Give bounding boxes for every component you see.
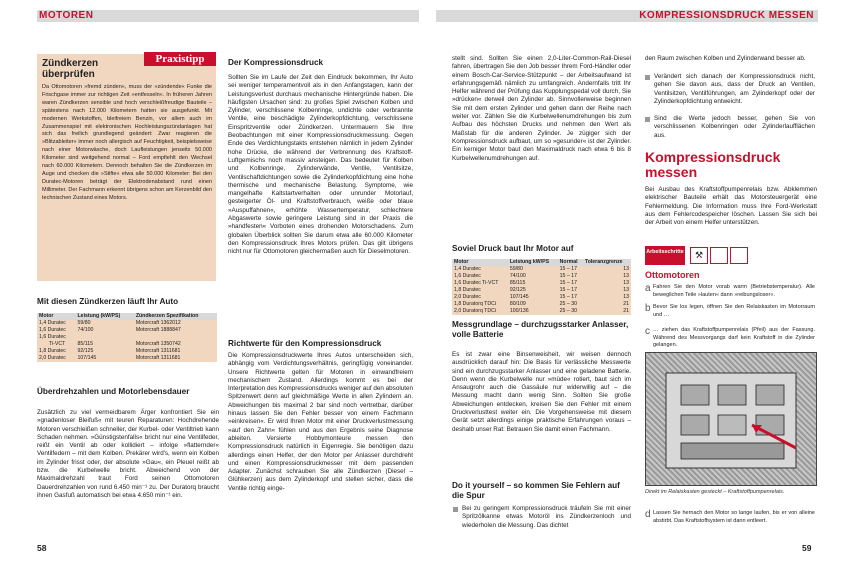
table-row: 1,4 Duratec 59/80 15 – 17 13 xyxy=(454,266,629,272)
table-row: 1,6 Duratec xyxy=(39,334,66,340)
step-d: Lassen Sie hernach den Motor so lange laufen, bis er von alleine abstirbt. Das Kraftstoffsystem ist dann entleert. xyxy=(653,510,815,524)
col4-bullet1: Verändert sich danach der Kompressionsdruck nicht, gehen Sie davon aus, dass der Druck an Ventilen, Ventilsitzen, Ventilführungen, am Zylinderkopf oder der Zylinderkopfdichtung entweicht. xyxy=(654,73,815,105)
bullet-square-icon xyxy=(453,507,458,512)
col4-bullet2: Sind die Werte jedoch besser, gehen Sie von verschlissenen Kolbenringen oder Zylinderlaufflächen aus. xyxy=(654,115,815,139)
big-title xyxy=(645,150,817,180)
table-header: Motor xyxy=(39,313,54,319)
step-a: Fahren Sie den Motor vorab warm (Betriebstemperatur). Alle beweglichen Teile »lauten« dann »reibungsloser«. xyxy=(653,284,815,298)
table-header: Zündkerzen Spezifikation xyxy=(135,313,199,319)
arbeitsschritte-badge: Arbeitsschritte xyxy=(645,246,685,265)
zuendkerzen-table xyxy=(37,313,217,362)
col3-text1: stellt sind. Sollten Sie einen 2,0-Liter-Common-Rail-Diesel fahren, übertragen Sie den Job besser Ihrem Ford-Händler oder einem Bosch-Car-Service-Stützpunkt – der Arbeitsaufwand ist erfahrungsgemäß nämlich zu umfangreich. Andernfalls tritt Ihr Helfer während der Prüfung das Kupplungspedal voll durch, Sie »drücken« derweil den Zylinder ab. Sinnvollerweise beginnen Sie mit dem ersten Zylinder und gehen dann der Reihe nach weiter vor. Zählen Sie die Kurbelwellenumdrehungen bis zum Aufbau des höchsten Drucks und nehmen den Wert als Maßstab für die anderen Zylinder. Je zügiger sich der Kompressionsdruck aufbaut, um so »gesunder« ist der Zylinder. Ein kerniger Motor baut den Maximaldruck nach etwa 6 bis 8 Kurbelwellenumdrehungen auf. xyxy=(452,55,631,162)
table2-title: Soviel Druck baut Ihr Motor auf xyxy=(452,244,574,253)
relay-box-photo xyxy=(645,352,817,486)
step-c: … ziehen das Kraftstoffpumpenrelais (Pfeil) aus der Fassung. Während des Messvorgangs darf kein Kraftstoff in die Zylinder gelangen. xyxy=(653,327,815,348)
step-letter-a: a xyxy=(645,283,651,294)
left-page-header xyxy=(37,10,419,22)
left-header-text: MOTOREN xyxy=(39,10,94,21)
col2-title2: Richtwerte für den Kompressionsdruck xyxy=(228,339,382,348)
step-letter-d: d xyxy=(645,509,651,520)
step-letter-c: c xyxy=(645,326,650,337)
col3-text2: Es ist zwar eine Binsenweisheit, wir weisen dennoch ausdrücklich darauf hin: Die Basis für verlässliche Messwerte sind ein durchzugsstarker Anlasser und eine geladene Batterie. Denn wenn die Kurbelwelle nur »müde« rotiert, baut sich im Ansaugrohr auch die Gassäule nur widerwillig auf – die Messung macht dann wenig Sinn. Sollten Sie große Abweichungen entdecken, kreisen Sie den Fehler mit einem Druckverlusttest weiter ein. Die Vorgehensweise mit diesem Gerät setzt allerdings einige praktische Erfahrungen voraus – deshalb unser Rat: Betrauen Sie damit einen Fachmann. xyxy=(452,351,631,433)
right-page-number: 59 xyxy=(802,543,812,553)
bullet-square-icon xyxy=(645,75,650,80)
bullet-square-icon xyxy=(645,117,650,122)
col2-title: Der Kompressionsdruck xyxy=(228,58,324,67)
table-row: 1,6 Duratec 74/100 Motorcraft 1888847 xyxy=(39,327,181,333)
big-title-line1: Kompressionsdruck xyxy=(645,149,781,165)
table-row: Ti-VCT 85/115 Motorcraft 1350742 xyxy=(49,341,181,347)
table-row: 1,6 Duratec 74/100 15 – 17 13 xyxy=(454,273,629,279)
big-title-line2: messen xyxy=(645,164,698,180)
table-row: 2,0 Duratec 107/145 Motorcraft 1311681 xyxy=(39,355,181,361)
col3-title2: Messgrundlage – durchzugsstarker Anlasser, volle Batterie xyxy=(452,320,629,339)
col3-title3: Do it yourself – so kommen Sie Fehlern auf die Spur xyxy=(452,481,620,500)
box-title: Zündkerzen überprüfen xyxy=(42,58,99,80)
table-row: 1,8 Duratec 92/125 Motorcraft 1311681 xyxy=(39,348,181,354)
table-row: 2,0 Duratec 107/145 15 – 17 13 xyxy=(454,294,629,300)
table-row: 1,6 Duratec Ti-VCT 85/115 15 – 17 13 xyxy=(454,280,629,286)
col3-bullet: Bei zu geringem Kompressionsdruck träufeln Sie mit einer Spritzölkanne etwas Motoröl ins Zündkerzenloch und wiederholen die Messung. Das dichtet xyxy=(462,505,631,529)
table-header: Motor xyxy=(454,259,469,265)
box-text: Da Ottomotoren »fremd zünden«, muss der »zündende« Funke die Frischgase immer zur richtigen Zeit »entfesseln«. In früheren Jahren waren Zündkerzen sensible und hoch verschleißfreudige Bauteile – spätestens nach 12.000 Kilometern hatten sie ausgefunkt. Mit modernen Werkstoffen, bleifreiem Benzin, vor allem auch im Zusammenspiel mit elektronischen Hochleistungszündanlagen hat sich das freilich grundlegend geändert: Zwar reagieren die »Blitzableiter« immer noch allergisch auf Feuchtigkeit, beispielsweise nach einer Motorwäsche, doch Laufleistungen jenseits 50.000 Kilometer sind weitgehend normal – Ford empfiehlt den Wechsel nach 60.000 Kilometern. Dennoch behalten Sie die Zündkerzen im Auge und checken die »Stifte« etwa alle 50.000 Kilometer: Bei den Duratec-Motoren beträgt der Elektrodenabstand rund einen Millimeter. Der Fachmann erkennt übrigens schon am Kerzenbild den technischen Zustand eines Motors. xyxy=(42,84,212,201)
left-section-title: Überdrehzahlen und Motorlebensdauer xyxy=(37,387,190,396)
tools-icon: ⚒ xyxy=(690,247,708,264)
table-header: Leistung (kW/PS) xyxy=(77,313,121,319)
col4-cont: den Raum zwischen Kolben und Zylinderwand besser ab. xyxy=(645,55,806,62)
right-page-header xyxy=(436,10,818,22)
table-header: Normal xyxy=(559,259,578,265)
col2-text1: Sollten Sie im Laufe der Zeit den Eindruck bekommen, Ihr Auto sei weniger temperamentvoll als in den Anfangstagen, kann der Leistungsverlust durchaus mechanische Hintergründe haben. Die häufigsten Ursachen sind: zu großes Spiel zwischen Kolben und Zylinder, verschlissene Kolbenringe, undichte oder verbrannte Ventile, eine beschädigte Zylinderkopfdichtung, verschlissene Einspritzventile oder Zündkerzen. Untermauern Sie Ihre Beobachtungen mit einer Kompressionsdruckmessung. Gegen Ende des Verdichtungstakts entstehen nämlich in jedem Zylinder hohe Drücke, die während der Verbrennung des Kraftstoff-Luftgemischs noch massiv ansteigen. Das bedeutet für Kolben und Kolbenringe, Zylinderwände, Ventile, Ventilsitze, Ventilschaftdichtungen sowie die Zylinderkopfdichtung eine hohe thermische und mechanische Belastung. Symptome, wie mangelhafte Kaltstartverhalten oder unrunder Motorlauf, gesteigerter Öl- und Kraftstoffverbrauch, weiße oder blaue »Auspuffahnen«, erhöhte Wassertemperatur, schlechtere Abgaswerte sowie geringere Leistung sind in der Praxis die »handfesten« Vorboten eines drohenden Motorschadens. Zum globalen Überblick sollten Sie darum etwa alle 60.000 Kilometer den Kompressionsdruck Ihres Motors prüfen. Das gilt übrigens nicht nur für Ottomotoren gleichermaßen auch für Dieselmotoren. xyxy=(228,74,413,256)
otto-title: Ottomotoren xyxy=(645,270,700,280)
kompressionsdruck-table xyxy=(452,259,631,315)
time-icon xyxy=(730,247,748,264)
right-header-text: KOMPRESSIONSDRUCK MESSEN xyxy=(639,10,814,21)
table-header: Toleranzgrenze xyxy=(584,259,623,265)
col2-text2: Die Kompressionsdruckwerte Ihres Autos unterscheiden sich, abhängig vom Verdichtungsverhältnis, geringfügig voneinander. Unsere Richtwerte gelten für Motoren in einwandfreiem mechanischem Zustand. Allerdings kommt es bei der Interpretation des Kompressionsdrucks weniger auf den absoluten Spitzenwert denn auf gleichmäßige Werte in allen Zylindern an. Abweichungen bis maximal 2 bar sind noch vertretbar, darüber hinaus lassen Sie den Fehler besser von einem Fachmann »einkreisen«. Er wird Ihren Motor mit einer Druckverlustmessung »auf den Zahn« fühlen und aus den Ergebnis seine Diagnose ableiten. Versierte Hobbymonteure messen den Kompressionsdruck natürlich in Eigenregie. Sie benötigen dazu allerdings einen Helfer, der den Motor per Anlasser durchdreht und einen Kompressionsdruckmesser mit dem passenden Adapter. Zunächst schrauben Sie alle Zündkerzen (Diesel – Glühkerzen) aus dem Zylinderkopf und stellen sicher, dass die Ventile richtig einge- xyxy=(228,352,413,492)
step-letter-b: b xyxy=(645,303,651,314)
table-row: 2,0 Duratorq TDCi 100/136 25 – 30 21 xyxy=(454,308,629,314)
praxistipp-label: Praxistipp xyxy=(144,52,216,66)
photo-caption: Direkt im Relaiskasten gesteckt – Kraftstoffpumpenrelais. xyxy=(645,489,785,495)
left-table-title: Mit diesen Zündkerzen läuft Ihr Auto xyxy=(37,297,179,306)
table-header: Leistung kW/PS xyxy=(509,259,550,265)
step-b: Bevor Sie los legen, öffnen Sie den Relaiskasten im Motorraum und … xyxy=(653,304,815,318)
relay-box-drawing xyxy=(646,353,817,486)
table-row: 1,8 Duratorq TDCi 80/109 25 – 30 21 xyxy=(454,301,629,307)
intro-text: Bei Ausbau des Kraftstoffpumpenrelais bzw. Abklemmen elektrischer Bauteile erhält das Motorsteuergerät eine Fehlermeldung. Die Information muss Ihre Ford-Werkstatt aus dem Fehlercodespeicher löschen. Lassen Sie sich bei der Arbeit von einem Helfer unterstützen. xyxy=(645,186,817,227)
table-row: 1,4 Duratec 59/80 Motorcraft 1362012 xyxy=(39,320,181,326)
difficulty-icon xyxy=(710,247,728,264)
left-section-text: Zusätzlich zu viel vermeidbarem Ärger konfrontiert Sie ein »gnadenloser Bleifuß« mit teuren Reparaturen: Hochdrehende Motoren verschleißen schneller, der Kurbel- oder Ventiltrieb kann Schaden nehmen. »Günstigstenfalls« bricht nur eine Ventilfeder, reißt ein Ventil ab oder kollidiert – infolge »flatternder« Ventilfedern – mit dem Kolben. Prekärer wird's, wenn ein Kolben im Zylinder frisst oder, der absolute »Gau«, ein Pleuel reißt ab bzw. die Kurbelwelle bricht. Abweichend von der Maximaldrehzahl traut Ford seinen Ottomotoren Dauerdrehzahlen von rund 6.450 min⁻¹ zu. Der Duratorq braucht ihnen Gasfuß automatisch bei etwa 4.650 min⁻¹ ein. xyxy=(37,409,219,499)
left-page-number: 58 xyxy=(37,543,47,553)
table-row: 1,8 Duratec 92/125 15 – 17 13 xyxy=(454,287,629,293)
